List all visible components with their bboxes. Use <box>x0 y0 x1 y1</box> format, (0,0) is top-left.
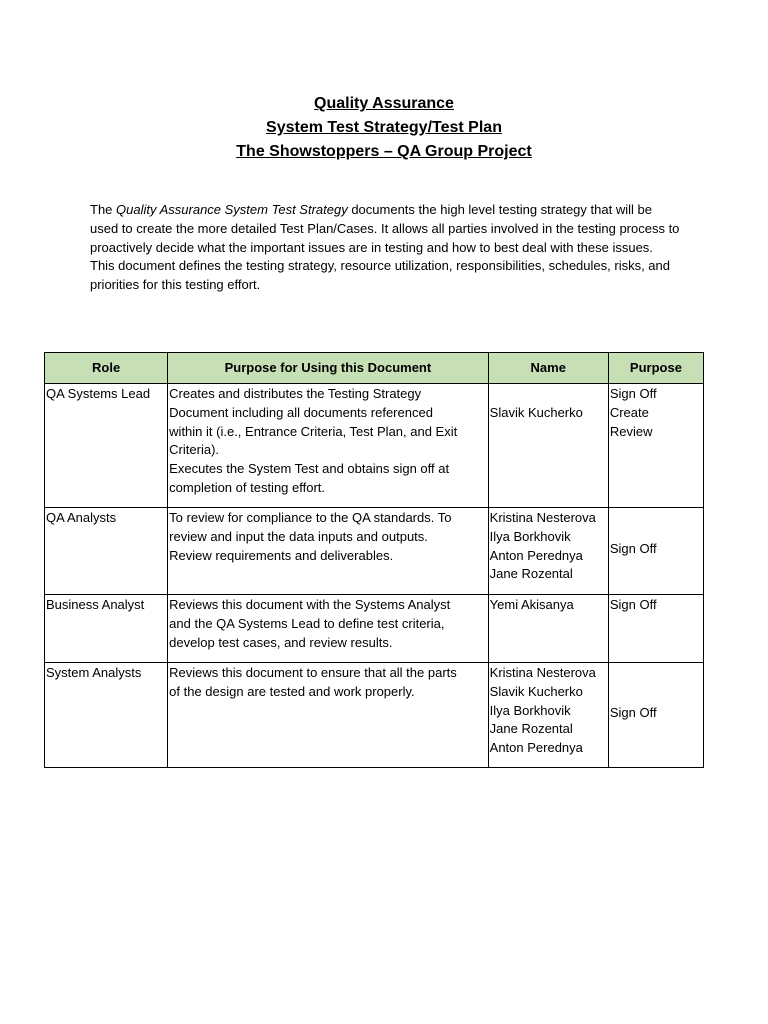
cell-purposes <box>608 595 703 663</box>
roles-table <box>44 352 704 768</box>
description-line: Executes the System Test and obtains sign off at <box>169 461 450 477</box>
description-line: Reviews this document to ensure that all the parts <box>169 665 457 680</box>
role-text: Business Analyst <box>46 597 145 612</box>
table-row <box>45 663 704 768</box>
role-text: System Analysts <box>46 665 142 680</box>
purpose-item: Review <box>609 423 653 439</box>
header-name: Name <box>488 353 608 384</box>
header-role: Role <box>45 353 168 384</box>
title-quality-assurance: Quality Assurance <box>314 95 454 112</box>
cell-purposes <box>608 508 703 595</box>
cell-description <box>168 384 488 508</box>
description-line: Creates and distributes the Testing Strategy <box>169 386 422 401</box>
description-line: of the design are tested and work properly. <box>169 683 415 699</box>
person-name: Ilya Borkhovik <box>489 528 571 544</box>
cell-names <box>488 595 608 663</box>
table-header-row <box>45 353 704 384</box>
person-name: Jane Rozental <box>489 566 573 582</box>
cell-description <box>168 663 488 768</box>
description-line: Document including all documents referenced <box>169 404 433 420</box>
purpose-item: Sign Off <box>609 541 657 557</box>
cell-names <box>488 663 608 768</box>
cell-role <box>45 508 168 595</box>
description-line: develop test cases, and review results. <box>169 634 393 650</box>
description-line: Review requirements and deliverables. <box>169 547 394 563</box>
cell-role <box>45 595 168 663</box>
cell-role <box>45 663 168 768</box>
person-name: Yemi Akisanya <box>489 597 574 612</box>
description-line: and the QA Systems Lead to define test criteria, <box>169 615 445 631</box>
table-row <box>45 508 704 595</box>
person-name: Ilya Borkhovik <box>489 702 571 718</box>
document-title-block <box>0 92 768 164</box>
intro-prefix: The <box>90 202 117 217</box>
header-purpose-for-using: Purpose for Using this Document <box>168 353 488 384</box>
title-test-strategy: System Test Strategy/Test Plan <box>266 119 502 136</box>
intro-paragraph <box>90 201 680 295</box>
cell-purposes <box>608 384 703 508</box>
cell-role <box>45 384 168 508</box>
person-name: Kristina Nesterova <box>489 510 596 525</box>
purpose-item: Create <box>609 404 649 420</box>
cell-description <box>168 508 488 595</box>
cell-names <box>488 508 608 595</box>
cell-purposes <box>608 663 703 768</box>
description-line: completion of testing effort. <box>169 479 326 495</box>
person-name: Anton Perednya <box>489 740 583 756</box>
intro-emphasis: Quality Assurance System Test Strategy <box>116 202 348 217</box>
description-line: Criteria). <box>169 442 220 458</box>
table-row <box>45 384 704 508</box>
person-name: Anton Perednya <box>489 547 583 563</box>
description-line: review and input the data inputs and outputs. <box>169 528 428 544</box>
person-name: Slavik Kucherko <box>489 405 583 420</box>
role-text: QA Systems Lead <box>46 386 151 401</box>
person-name: Jane Rozental <box>489 721 573 737</box>
role-text: QA Analysts <box>46 510 117 525</box>
header-purpose: Purpose <box>608 353 703 384</box>
cell-names <box>488 384 608 508</box>
person-name: Slavik Kucherko <box>489 683 583 699</box>
purpose-item: Sign Off <box>609 705 657 721</box>
description-line: Reviews this document with the Systems Analyst <box>169 597 451 612</box>
description-line: To review for compliance to the QA standards. To <box>169 510 452 525</box>
intro-body: documents the high level testing strategy that will be used to create the more detailed Test Plan/Cases. It allows all parties involved in the testing process to proactively decide what the important issues are in testing and how to best deal with these issues. This document defines the testing strategy, resource utilization, responsibilities, schedules, risks, and priorities for this testing effort. <box>90 202 680 293</box>
purpose-item: Sign Off <box>609 597 657 612</box>
purpose-item: Sign Off <box>609 386 657 401</box>
table-row <box>45 595 704 663</box>
title-group-project: The Showstoppers – QA Group Project <box>236 143 532 160</box>
description-line: within it (i.e., Entrance Criteria, Test Plan, and Exit <box>169 423 458 439</box>
cell-description <box>168 595 488 663</box>
person-name: Kristina Nesterova <box>489 665 596 680</box>
